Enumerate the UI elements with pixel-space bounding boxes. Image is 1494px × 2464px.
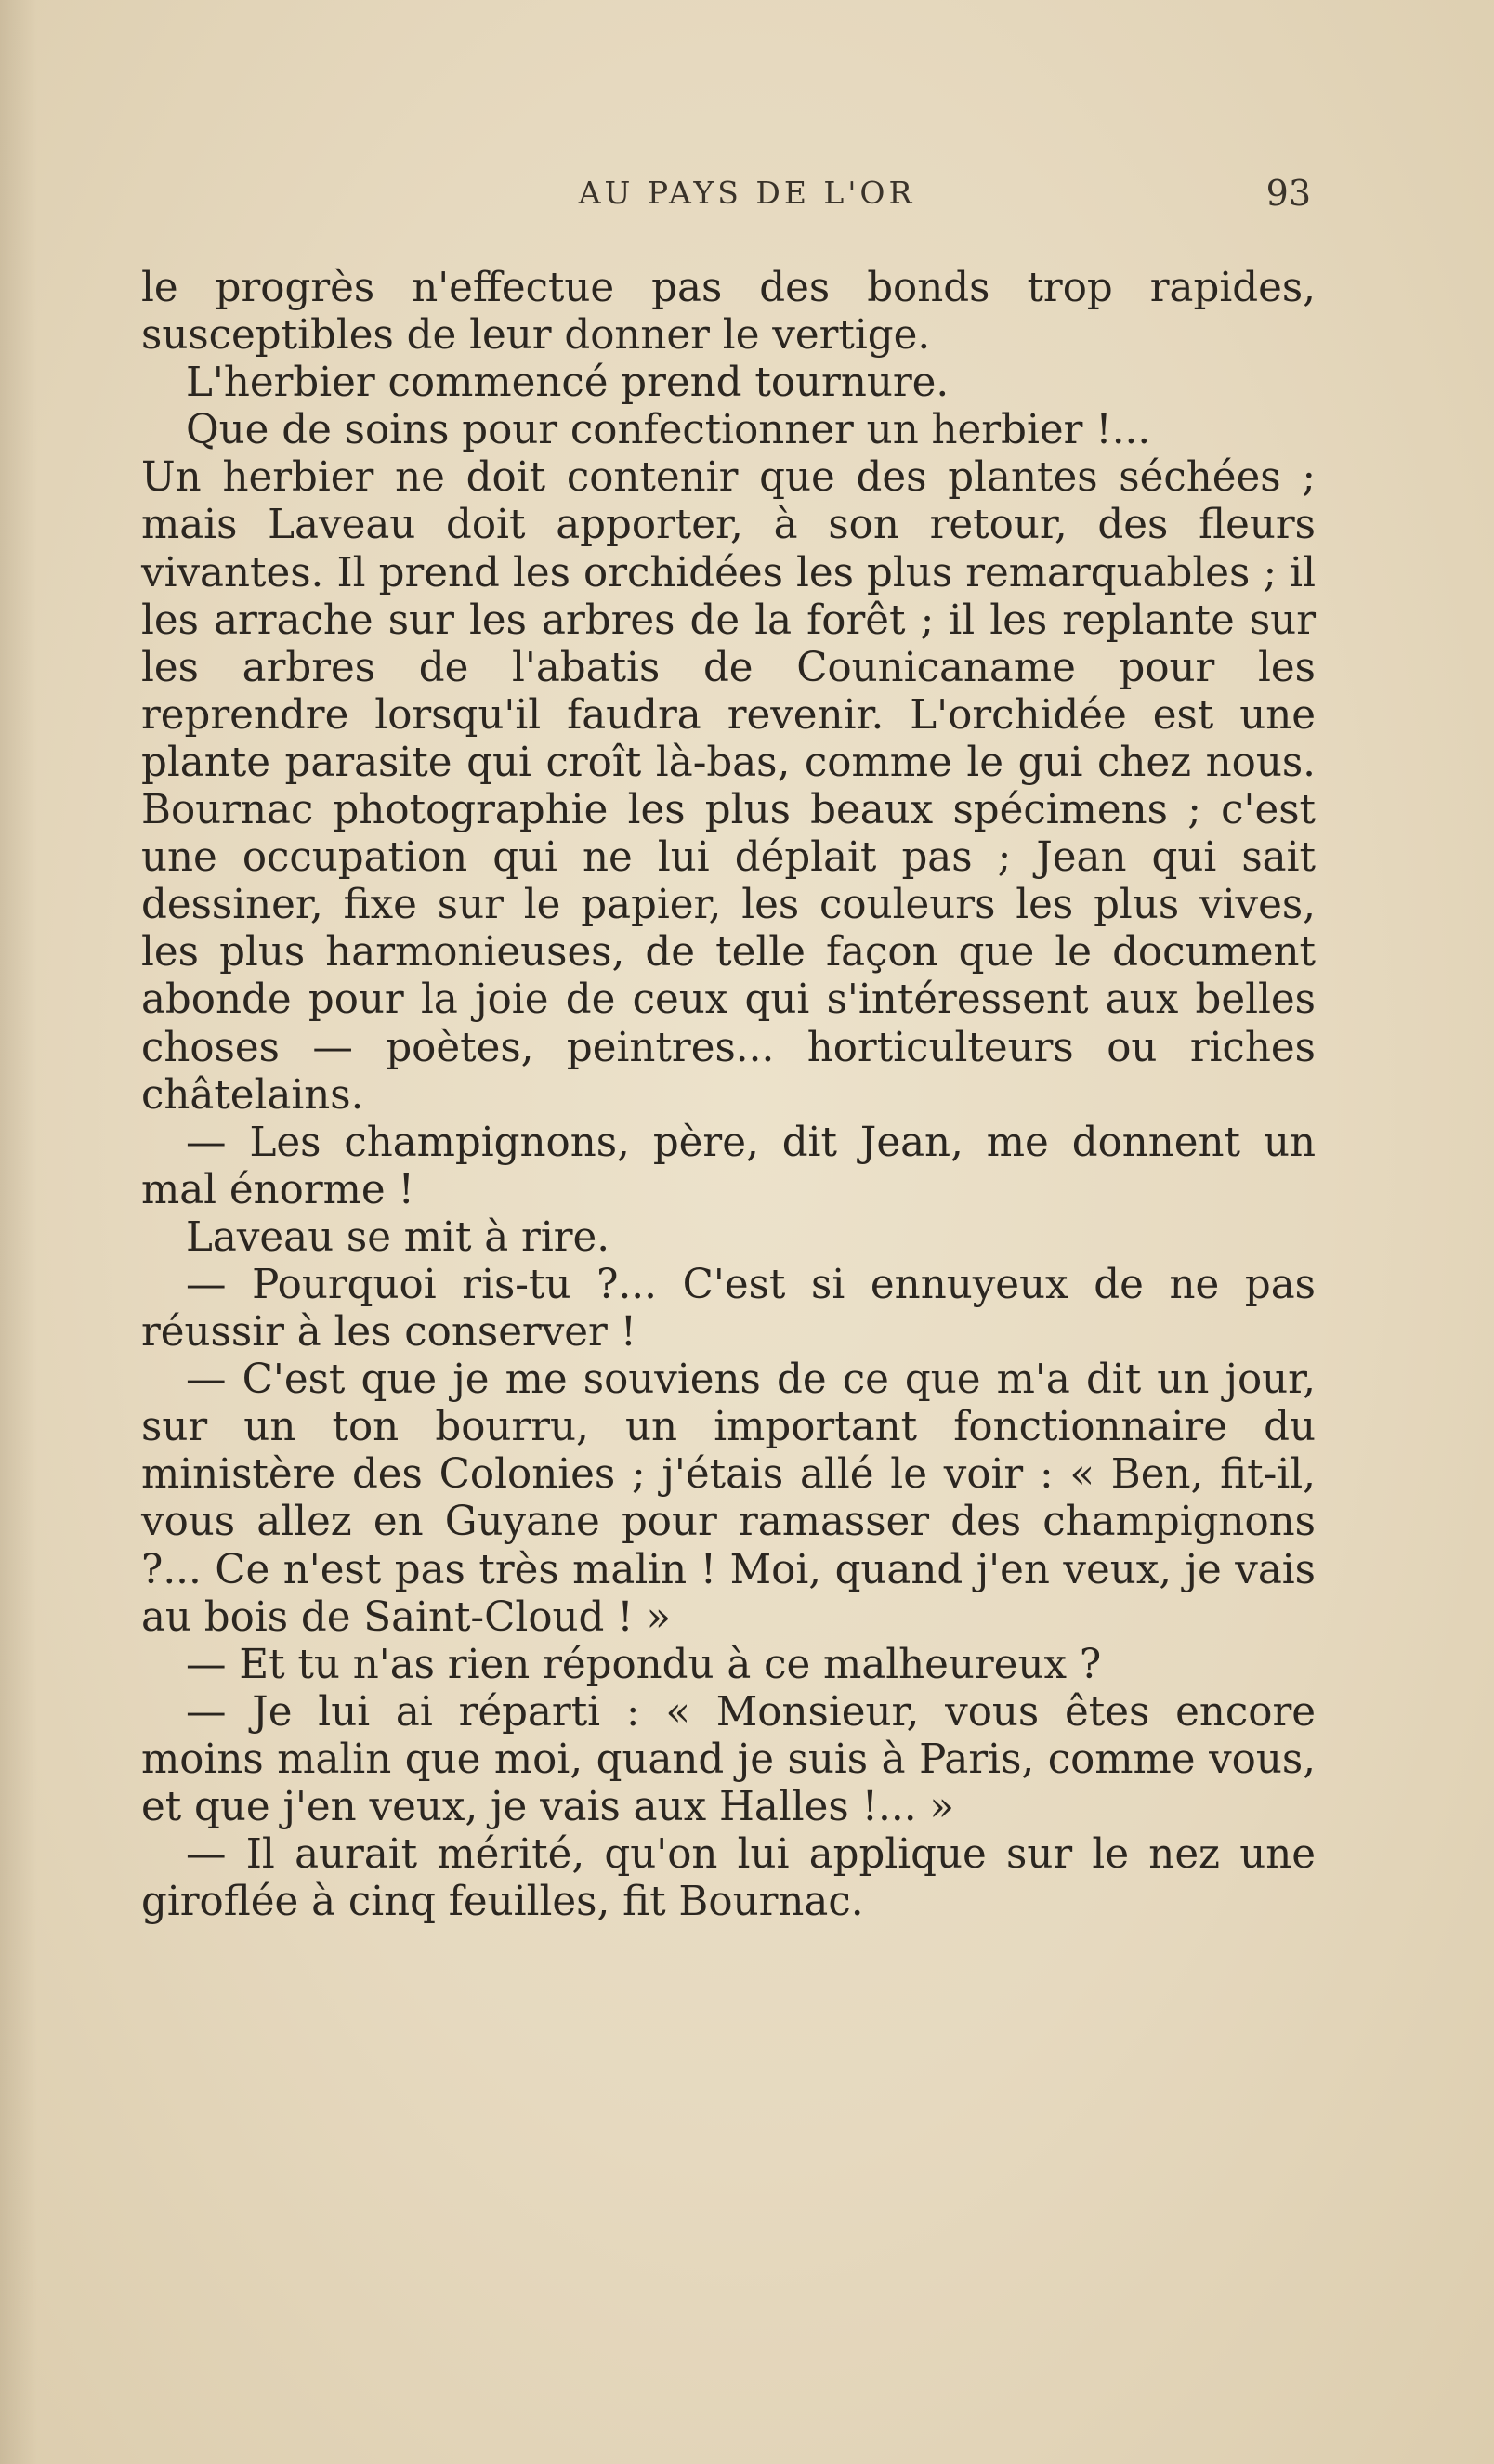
paragraph: Un herbier ne doit contenir que des plantes séchées ; mais Laveau doit apporter, à son retour, des fleurs vivantes. Il prend les orchidées les plus remarquables ; il les arrache sur les arbres de la forêt ; il les replante sur les arbres de l'abatis de Counicaname pour les reprendre lorsqu'il faudra revenir. L'orchidée est une plante parasite qui croît là-bas, comme le gui chez nous. Bournac photographie les plus beaux spécimens ; c'est une occupation qui ne lui déplait pas ; Jean qui sait dessiner, fixe sur le papier, les couleurs les plus vives, les plus harmonieuses, de telle façon que le document abonde pour la joie de ceux qui s'intéressent aux belles choses — poètes, peintres... horticulteurs ou riches châtelains.: [141, 454, 1316, 1119]
paragraph: le progrès n'effectue pas des bonds trop rapides, susceptibles de leur donner le vertige.: [141, 265, 1316, 360]
paragraph: — Les champignons, père, dit Jean, me donnent un mal énorme !: [141, 1119, 1316, 1213]
running-title: AU PAYS DE L'OR: [578, 175, 916, 211]
page-header: [0, 167, 1494, 219]
paragraph: — Je lui ai réparti : « Monsieur, vous êtes encore moins malin que moi, quand je suis à Paris, comme vous, et que j'en veux, je vais aux Halles !... »: [141, 1688, 1316, 1830]
paragraph: — Il aurait mérité, qu'on lui applique sur le nez une giroflée à cinq feuilles, fit Bournac.: [141, 1831, 1316, 1926]
paragraph: — C'est que je me souviens de ce que m'a dit un jour, sur un ton bourru, un important fonctionnaire du ministère des Colonies ; j'étais allé le voir : « Ben, fit-il, vous allez en Guyane pour ramasser des champignons ?... Ce n'est pas très malin ! Moi, quand j'en veux, je vais au bois de Saint-Cloud ! »: [141, 1357, 1316, 1641]
paragraph: Laveau se mit à rire.: [186, 1213, 610, 1261]
paragraph: Que de soins pour confectionner un herbier !...: [186, 407, 1151, 454]
page-edge-shadow: [0, 0, 37, 2464]
paragraph: — Et tu n'as rien répondu à ce malheureux ?: [186, 1641, 1102, 1688]
paragraph: — Pourquoi ris-tu ?... C'est si ennuyeux de ne pas réussir à les conserver !: [141, 1261, 1316, 1357]
page-number: 93: [1265, 173, 1311, 214]
paragraph: L'herbier commencé prend tournure.: [186, 360, 950, 407]
body-text: [141, 265, 1316, 1926]
